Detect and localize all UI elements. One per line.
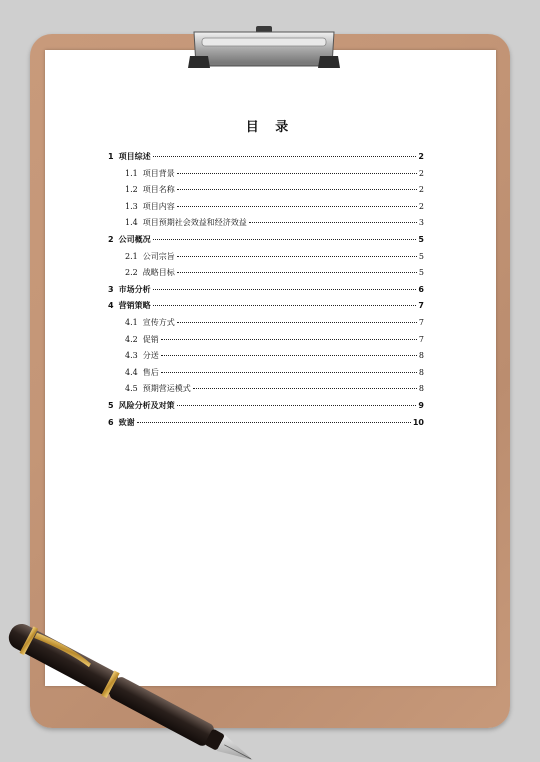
toc-entry-page: 8 [418,351,424,361]
toc-entry[interactable] [108,334,424,351]
toc-entry-label: 项目预期社会效益和经济效益 [142,218,247,228]
toc-leader-dots [177,322,417,323]
toc-entry-number: 1 [108,152,114,161]
toc-leader-dots [161,355,417,356]
toc-leader-dots [177,256,417,257]
toc-entry-number: 3 [108,284,114,294]
toc-entry-number: 1.1 [125,168,138,178]
toc-entry-page: 2 [418,201,424,211]
toc-entry-number: 4.4 [125,367,138,377]
toc-entry-number: 1.2 [125,185,138,195]
toc-entry-label: 项目背景 [142,168,175,178]
toc-entry-number: 4 [108,301,114,311]
toc-leader-dots [193,388,417,389]
toc-entry-label: 风险分析及对策 [118,400,175,410]
fountain-pen-icon [0,615,300,762]
toc-entry-label: 市场分析 [118,284,151,294]
toc-leader-dots [177,272,417,273]
toc-leader-dots [177,173,417,174]
toc-entry-number: 4.3 [125,351,138,361]
toc-entry-page: 7 [418,317,424,327]
toc-entry-number: 1.3 [125,201,138,211]
toc-leader-dots [153,239,417,240]
toc-entry-number: 2 [108,234,114,244]
toc-entry-label: 营销策略 [118,301,151,311]
toc-leader-dots [153,156,417,157]
toc-entry-number: 5 [108,400,114,410]
toc-leader-dots [137,422,411,423]
toc-entry-page: 5 [418,234,424,244]
toc-entry[interactable] [108,284,424,301]
toc-entry-number: 2.1 [125,251,138,261]
toc-entry-page: 5 [418,268,424,278]
toc-entry-page: 2 [418,152,424,161]
toc-entry-label: 售后 [142,367,159,377]
toc-entry[interactable] [108,383,424,400]
toc-entry[interactable] [108,367,424,384]
toc-entry-label: 宣传方式 [142,317,175,327]
toc-entry-page: 3 [418,218,424,228]
toc-entry-number: 6 [108,417,114,427]
toc-entry[interactable] [108,267,424,284]
toc-entry-label: 项目名称 [142,185,175,195]
toc-entry[interactable] [108,168,424,185]
toc-entry-number: 4.5 [125,384,138,394]
toc-entry-label: 公司概况 [118,234,151,244]
toc-entry[interactable] [108,217,424,234]
toc-entry-number: 2.2 [125,268,138,278]
toc-entry-number: 1.4 [125,218,138,228]
toc-entry-label: 公司宗旨 [142,251,175,261]
toc-entry[interactable] [108,251,424,268]
toc-title: 目 录 [245,120,295,135]
toc-entry[interactable] [108,350,424,367]
toc-entry-page: 7 [418,334,424,344]
toc-entry[interactable] [108,234,424,251]
table-of-contents [108,151,424,433]
toc-entry-label: 项目内容 [142,201,175,211]
toc-entry-page: 9 [418,400,424,410]
toc-leader-dots [153,305,417,306]
toc-leader-dots [177,405,417,406]
toc-entry[interactable] [108,317,424,334]
toc-entry-page: 2 [418,185,424,195]
toc-entry[interactable] [108,417,424,434]
toc-entry-page: 5 [418,251,424,261]
toc-entry-label: 促销 [142,334,159,344]
toc-leader-dots [177,189,417,190]
toc-leader-dots [161,372,417,373]
toc-entry-page: 8 [418,384,424,394]
toc-entry[interactable] [108,184,424,201]
toc-entry-label: 预期营运模式 [142,384,191,394]
toc-entry-page: 2 [418,168,424,178]
toc-leader-dots [249,222,417,223]
toc-leader-dots [177,206,417,207]
toc-leader-dots [153,289,417,290]
toc-entry[interactable] [108,201,424,218]
toc-entry[interactable] [108,151,424,168]
toc-entry-page: 10 [412,417,424,427]
toc-leader-dots [161,339,417,340]
toc-entry-label: 致谢 [118,417,135,427]
toc-entry-label: 项目综述 [118,152,151,161]
toc-entry-page: 8 [418,367,424,377]
toc-entry[interactable] [108,400,424,417]
toc-entry-page: 7 [418,301,424,311]
toc-entry-label: 战略目标 [142,268,175,278]
toc-entry-page: 6 [418,284,424,294]
toc-entry-number: 4.2 [125,334,138,344]
toc-entry[interactable] [108,300,424,317]
clipboard-clip-icon [188,26,340,70]
toc-entry-number: 4.1 [125,317,138,327]
toc-entry-label: 分送 [142,351,159,361]
